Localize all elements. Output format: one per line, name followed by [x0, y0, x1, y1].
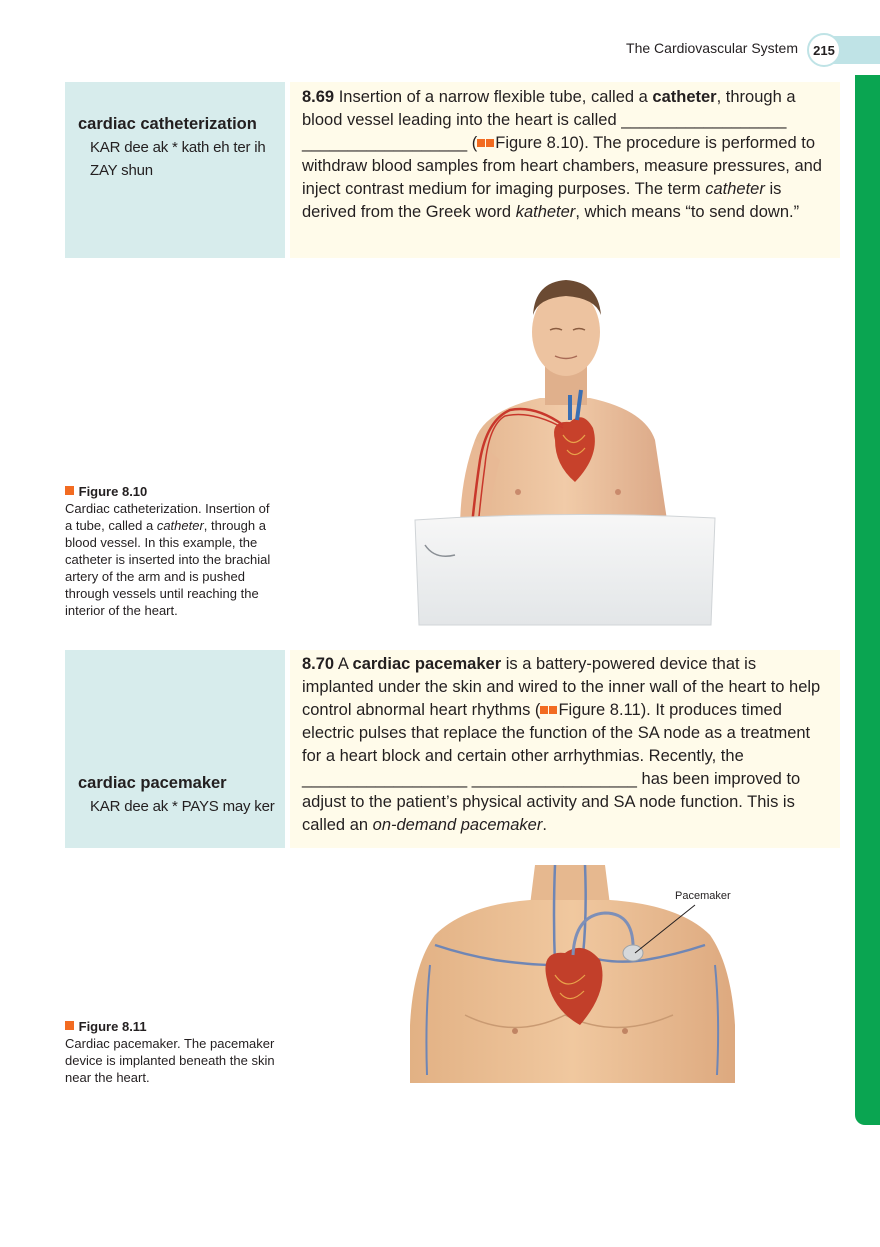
term-pronunciation: KAR dee ak * PAYS may ker [90, 798, 275, 815]
figure-label: Figure 8.11 [78, 1019, 147, 1034]
definition-8-69: 8.69 Insertion of a narrow flexible tube, called a catheter, through a blood vessel leading into the heart is called __________________ __________________ ( Figure 8.10). The procedure is performed to withdraw blood samples from heart chambers, measure pressures, and inject contrast medium for imaging purposes. The term catheter is derived from the Greek word katheter, which means “to send down.” [290, 82, 840, 258]
figure-ref-icon [549, 706, 557, 714]
term-pronunciation: KAR dee ak * kath eh ter ih [90, 139, 266, 156]
pacemaker-callout-label: Pacemaker [675, 890, 731, 902]
term-box-pacemaker [65, 650, 285, 848]
term-title: cardiac catheterization [78, 115, 257, 133]
chapter-side-tab [855, 75, 880, 1125]
figure-label: Figure 8.10 [78, 484, 148, 499]
figure-reference[interactable]: Figure 8.10 [495, 134, 579, 152]
definition-8-70: 8.70 A cardiac pacemaker is a battery-powered device that is implanted under the skin and wired to the inner wall of the heart to help control abnormal heart rhythms ( Figure 8.11). It produces timed electric pulses that replace the function of the SA node as a treatment for a heart block and certain other arrhythmias. Recently, the __________________ __________________ has been improved to adjust to the patient’s physical activity and SA node function. This is called an on-demand pacemaker. [290, 650, 840, 848]
term-box-catheterization [65, 82, 285, 258]
term-pronunciation: ZAY shun [90, 162, 153, 179]
figure-marker-icon [65, 1021, 74, 1030]
figure-marker-icon [65, 486, 74, 495]
figure-ref-icon [540, 706, 548, 714]
page-number: 215 [807, 33, 841, 67]
entry-number: 8.70 [302, 655, 335, 673]
pacemaker-illustration [405, 865, 740, 1087]
key-term: cardiac pacemaker [352, 655, 502, 673]
figure-caption-8-11: Figure 8.11 Cardiac pacemaker. The pacemaker device is implanted beneath the skin near the heart. [65, 1019, 275, 1085]
catheterization-illustration [405, 270, 725, 630]
figure-ref-icon [477, 139, 485, 147]
chapter-title: The Cardiovascular System [626, 40, 798, 56]
figure-caption-8-10: Figure 8.10 Cardiac catheterization. Insertion of a tube, called a catheter, through a blood vessel. In this example, the catheter is inserted into the brachial artery of the arm and is pushed through vessels until reaching the interior of the heart. [65, 484, 271, 618]
entry-number: 8.69 [302, 88, 335, 106]
figure-ref-icon [486, 139, 494, 147]
term-title: cardiac pacemaker [78, 774, 227, 792]
figure-reference[interactable]: Figure 8.11 [558, 701, 641, 719]
key-term: catheter [652, 88, 717, 106]
